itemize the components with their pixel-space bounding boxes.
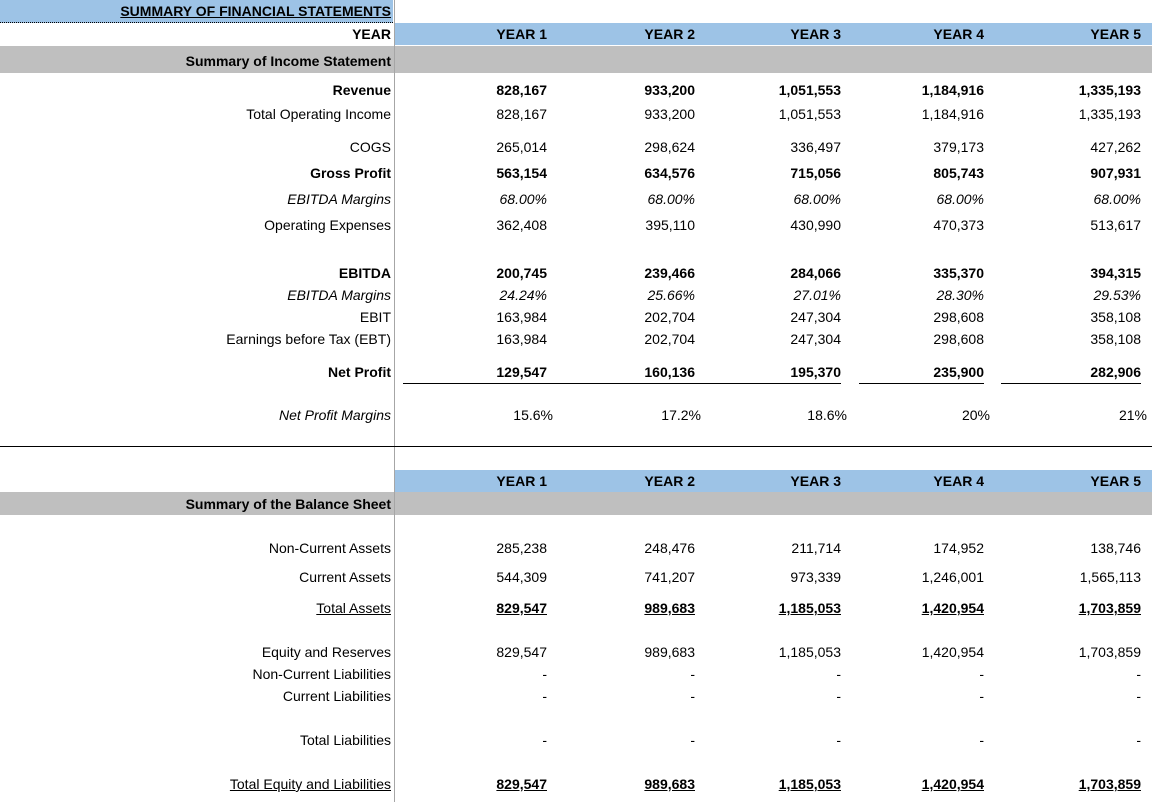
row-value: - — [979, 688, 984, 704]
year-label: YEAR — [352, 26, 391, 42]
row-value: 27.01% — [793, 287, 841, 303]
row-label: Current Liabilities — [282, 688, 391, 704]
row-label: Non-Current Liabilities — [252, 666, 391, 682]
row-value: 430,990 — [790, 217, 841, 233]
row-value: 829,547 — [496, 644, 547, 660]
year-header-1: YEAR 1 — [496, 26, 547, 42]
row-value: 1,420,954 — [921, 644, 984, 660]
row-label: Net Profit — [328, 364, 391, 380]
row-value: 248,476 — [644, 540, 695, 556]
column-divider-2 — [394, 447, 395, 802]
row-value: 20% — [961, 407, 990, 423]
row-value: 211,714 — [791, 540, 841, 556]
row-value: 715,056 — [790, 165, 841, 181]
column-divider — [394, 0, 395, 446]
row-value: 1,185,053 — [778, 600, 841, 616]
year-header-4: YEAR 4 — [933, 26, 984, 42]
row-value: 1,703,859 — [1078, 644, 1141, 660]
year-header-3: YEAR 3 — [790, 26, 841, 42]
income-heading-band — [0, 46, 1152, 73]
row-label: Gross Profit — [310, 165, 391, 181]
row-value: 28.30% — [936, 287, 984, 303]
row-value: 989,683 — [644, 644, 695, 660]
row-value: - — [979, 732, 984, 748]
row-label: Current Assets — [299, 569, 391, 585]
row-value: 1,420,954 — [921, 600, 984, 616]
row-value: 68.00% — [936, 191, 984, 207]
row-label: Revenue — [332, 82, 391, 98]
row-value: 284,066 — [790, 265, 841, 281]
row-value: 25.66% — [647, 287, 695, 303]
row-value: 298,608 — [933, 309, 984, 325]
net-profit-underline — [403, 383, 547, 384]
row-value: 1,335,193 — [1078, 82, 1141, 98]
row-value: 544,309 — [496, 569, 547, 585]
row-value: 829,547 — [496, 600, 547, 616]
row-value: 1,184,916 — [921, 106, 984, 122]
row-value: - — [542, 732, 547, 748]
row-value: 163,984 — [496, 331, 547, 347]
row-value: 1,246,001 — [921, 569, 984, 585]
row-value: 362,408 — [496, 217, 547, 233]
row-label: Total Equity and Liabilities — [229, 776, 391, 792]
year-header-2: YEAR 2 — [644, 26, 695, 42]
row-value: 24.24% — [499, 287, 547, 303]
row-value: 129,547 — [496, 364, 547, 380]
row-label: COGS — [349, 139, 391, 155]
section-divider — [0, 446, 1152, 447]
row-value: 298,624 — [644, 139, 695, 155]
row-value: - — [1136, 666, 1141, 682]
balance-heading: Summary of the Balance Sheet — [185, 496, 391, 512]
year-header-5: YEAR 5 — [1090, 26, 1141, 42]
row-value: 1,335,193 — [1078, 106, 1141, 122]
row-label: Net Profit Margins — [278, 407, 391, 423]
row-value: 138,746 — [1090, 540, 1141, 556]
row-label: Non-Current Assets — [268, 540, 391, 556]
row-value: 1,185,053 — [778, 644, 841, 660]
row-value: 989,683 — [644, 776, 695, 792]
row-value: 1,565,113 — [1079, 569, 1141, 585]
net-profit-underline — [859, 383, 984, 384]
row-label: EBITDA Margins — [287, 287, 391, 303]
row-value: 394,315 — [1090, 265, 1141, 281]
row-value: 805,743 — [933, 165, 984, 181]
row-label: Total Operating Income — [246, 106, 391, 122]
row-value: 989,683 — [644, 600, 695, 616]
row-value: 298,608 — [933, 331, 984, 347]
row-value: - — [836, 688, 841, 704]
row-value: - — [690, 666, 695, 682]
row-label: Earnings before Tax (EBT) — [226, 331, 391, 347]
row-value: 1,184,916 — [921, 82, 984, 98]
year-header-3: YEAR 3 — [790, 473, 841, 489]
row-value: 68.00% — [647, 191, 695, 207]
balance-heading-band — [0, 492, 1152, 515]
year-header-4: YEAR 4 — [933, 473, 984, 489]
row-value: 160,136 — [644, 364, 695, 380]
row-value: 336,497 — [790, 139, 841, 155]
row-value: 247,304 — [790, 331, 841, 347]
row-value: 470,373 — [933, 217, 984, 233]
row-value: 195,370 — [790, 364, 841, 380]
row-value: 563,154 — [496, 165, 547, 181]
row-label: EBIT — [359, 309, 391, 325]
net-profit-underline — [690, 383, 841, 384]
row-label: EBITDA Margins — [287, 191, 391, 207]
row-value: 973,339 — [790, 569, 841, 585]
row-value: 933,200 — [644, 106, 695, 122]
row-value: 829,547 — [496, 776, 547, 792]
row-value: 29.53% — [1093, 287, 1141, 303]
net-profit-underline — [1001, 383, 1141, 384]
year-header-1: YEAR 1 — [496, 473, 547, 489]
row-value: 427,262 — [1090, 139, 1141, 155]
row-value: 265,014 — [496, 139, 547, 155]
year-header-2: YEAR 2 — [644, 473, 695, 489]
row-value: 358,108 — [1090, 331, 1141, 347]
row-value: 1,703,859 — [1078, 776, 1141, 792]
row-value: - — [836, 732, 841, 748]
row-value: 282,906 — [1090, 364, 1141, 380]
row-value: 1,051,553 — [778, 106, 841, 122]
row-label: EBITDA — [338, 265, 391, 281]
sheet-title: SUMMARY OF FINANCIAL STATEMENTS — [120, 3, 391, 19]
row-value: 247,304 — [790, 309, 841, 325]
row-value: - — [1136, 688, 1141, 704]
row-value: - — [836, 666, 841, 682]
row-value: - — [1136, 732, 1141, 748]
row-label: Equity and Reserves — [261, 644, 391, 660]
row-value: 907,931 — [1090, 165, 1141, 181]
row-value: 15.6% — [513, 407, 553, 423]
row-label: Total Assets — [316, 600, 391, 616]
row-value: 335,370 — [933, 265, 984, 281]
row-value: 358,108 — [1090, 309, 1141, 325]
row-value: 395,110 — [645, 217, 695, 233]
row-value: 200,745 — [496, 265, 547, 281]
row-value: 634,576 — [644, 165, 695, 181]
row-value: - — [690, 732, 695, 748]
row-value: 68.00% — [1093, 191, 1141, 207]
year-header-5: YEAR 5 — [1090, 473, 1141, 489]
row-value: 379,173 — [933, 139, 984, 155]
row-value: 202,704 — [644, 331, 695, 347]
row-value: 239,466 — [644, 265, 695, 281]
net-profit-underline — [544, 383, 695, 384]
row-value: 235,900 — [933, 364, 984, 380]
row-value: 828,167 — [496, 106, 547, 122]
row-value: 933,200 — [644, 82, 695, 98]
row-label: Total Liabilities — [299, 732, 391, 748]
row-value: 1,420,954 — [921, 776, 984, 792]
row-value: 68.00% — [793, 191, 841, 207]
row-value: 202,704 — [644, 309, 695, 325]
row-value: - — [979, 666, 984, 682]
row-value: 174,952 — [933, 540, 984, 556]
row-value: 513,617 — [1090, 217, 1141, 233]
row-value: 828,167 — [496, 82, 547, 98]
row-value: - — [542, 688, 547, 704]
row-value: 741,207 — [644, 569, 695, 585]
row-value: 1,185,053 — [778, 776, 841, 792]
row-value: 285,238 — [496, 540, 547, 556]
income-heading: Summary of Income Statement — [185, 53, 391, 69]
row-value: 21% — [1118, 407, 1147, 423]
row-value: 1,703,859 — [1078, 600, 1141, 616]
row-value: - — [542, 666, 547, 682]
row-value: 1,051,553 — [778, 82, 841, 98]
row-value: 18.6% — [807, 407, 847, 423]
row-value: 17.2% — [661, 407, 701, 423]
row-value: - — [690, 688, 695, 704]
row-value: 163,984 — [496, 309, 547, 325]
row-label: Operating Expenses — [264, 217, 391, 233]
row-value: 68.00% — [499, 191, 547, 207]
